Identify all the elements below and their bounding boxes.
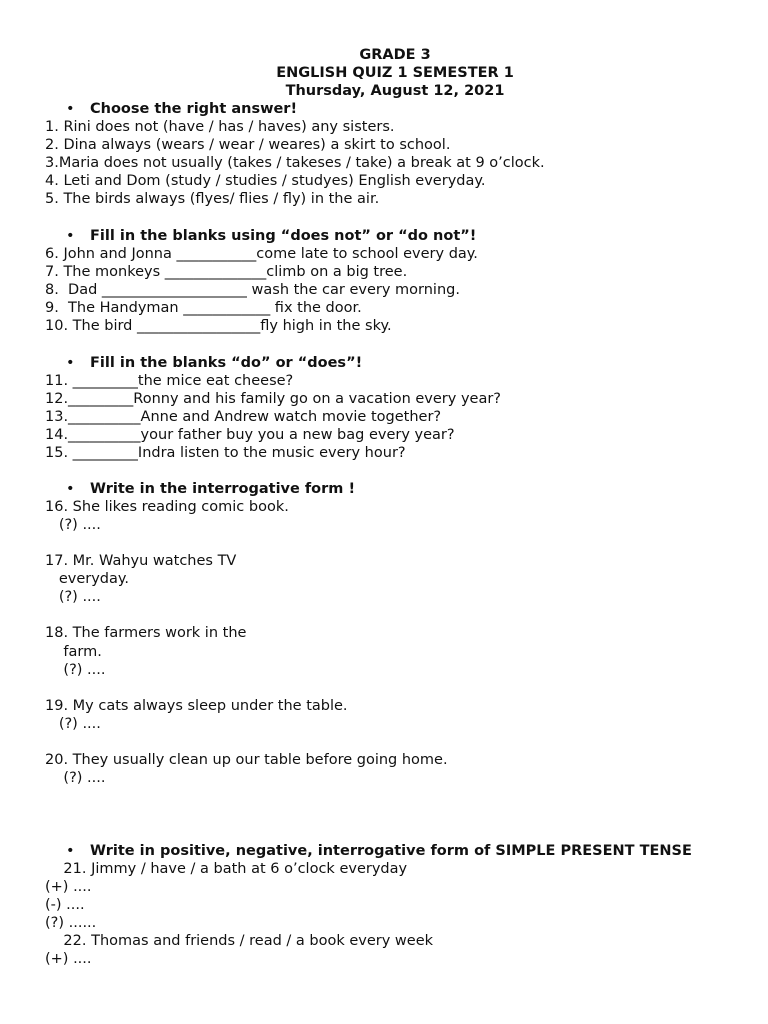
answer-positive: (+) .... bbox=[45, 879, 92, 895]
question-4: 4. Leti and Dom (study / studies / studyes) English everyday. bbox=[45, 173, 486, 189]
section-5-title: Write in positive, negative, interrogative form of SIMPLE PRESENT TENSE bbox=[90, 843, 692, 859]
bullet-icon: • bbox=[66, 101, 75, 117]
answer-negative: (-) .... bbox=[45, 897, 85, 913]
question-11: 11. _________the mice eat cheese? bbox=[45, 373, 294, 389]
section-4-title: Write in the interrogative form ! bbox=[90, 481, 356, 497]
question-19: 19. My cats always sleep under the table. bbox=[45, 698, 348, 714]
question-18-cont: farm. bbox=[45, 644, 102, 660]
question-3: 3.Maria does not usually (takes / takeses / take) a break at 9 o’clock. bbox=[45, 155, 545, 171]
grade-heading: GRADE 3 bbox=[359, 47, 431, 63]
question-17: 17. Mr. Wahyu watches TV bbox=[45, 553, 237, 569]
question-1: 1. Rini does not (have / has / haves) any sisters. bbox=[45, 119, 395, 135]
answer-line: (?) .... bbox=[45, 770, 106, 786]
question-21: 21. Jimmy / have / a bath at 6 o’clock everyday bbox=[45, 861, 408, 877]
section-2-title: Fill in the blanks using “does not” or “do not”! bbox=[90, 228, 477, 244]
question-12: 12._________Ronny and his family go on a vacation every year? bbox=[45, 391, 501, 407]
answer-line: (?) .... bbox=[45, 662, 106, 678]
question-18: 18. The farmers work in the bbox=[45, 625, 247, 641]
bullet-icon: • bbox=[66, 228, 75, 244]
question-5: 5. The birds always (flyes/ flies / fly) in the air. bbox=[45, 191, 380, 207]
quiz-date: Thursday, August 12, 2021 bbox=[285, 83, 505, 99]
answer-line: (?) .... bbox=[45, 589, 101, 605]
question-17-cont: everyday. bbox=[45, 571, 130, 587]
question-16: 16. She likes reading comic book. bbox=[45, 499, 289, 515]
question-14: 14.__________your father buy you a new bag every year? bbox=[45, 427, 455, 443]
quiz-title: ENGLISH QUIZ 1 SEMESTER 1 bbox=[276, 65, 514, 81]
question-2: 2. Dina always (wears / wear / weares) a skirt to school. bbox=[45, 137, 451, 153]
answer-interrogative: (?) ...... bbox=[45, 915, 97, 931]
question-20: 20. They usually clean up our table before going home. bbox=[45, 752, 448, 768]
question-8: 8. Dad ____________________ wash the car every morning. bbox=[45, 282, 460, 298]
section-3-title: Fill in the blanks “do” or “does”! bbox=[90, 355, 363, 371]
answer-line: (?) .... bbox=[45, 517, 101, 533]
answer-positive: (+) .... bbox=[45, 951, 92, 967]
section-1-title: Choose the right answer! bbox=[90, 101, 298, 117]
bullet-icon: • bbox=[66, 355, 75, 371]
question-10: 10. The bird _________________fly high in the sky. bbox=[45, 318, 392, 334]
answer-line: (?) .... bbox=[45, 716, 101, 732]
bullet-icon: • bbox=[66, 481, 75, 497]
question-13: 13.__________Anne and Andrew watch movie together? bbox=[45, 409, 442, 425]
question-7: 7. The monkeys ______________climb on a big tree. bbox=[45, 264, 408, 280]
question-6: 6. John and Jonna ___________come late to school every day. bbox=[45, 246, 478, 262]
question-15: 15. _________Indra listen to the music every hour? bbox=[45, 445, 406, 461]
question-9: 9. The Handyman ____________ fix the door. bbox=[45, 300, 362, 316]
question-22: 22. Thomas and friends / read / a book every week bbox=[45, 933, 434, 949]
bullet-icon: • bbox=[66, 843, 75, 859]
